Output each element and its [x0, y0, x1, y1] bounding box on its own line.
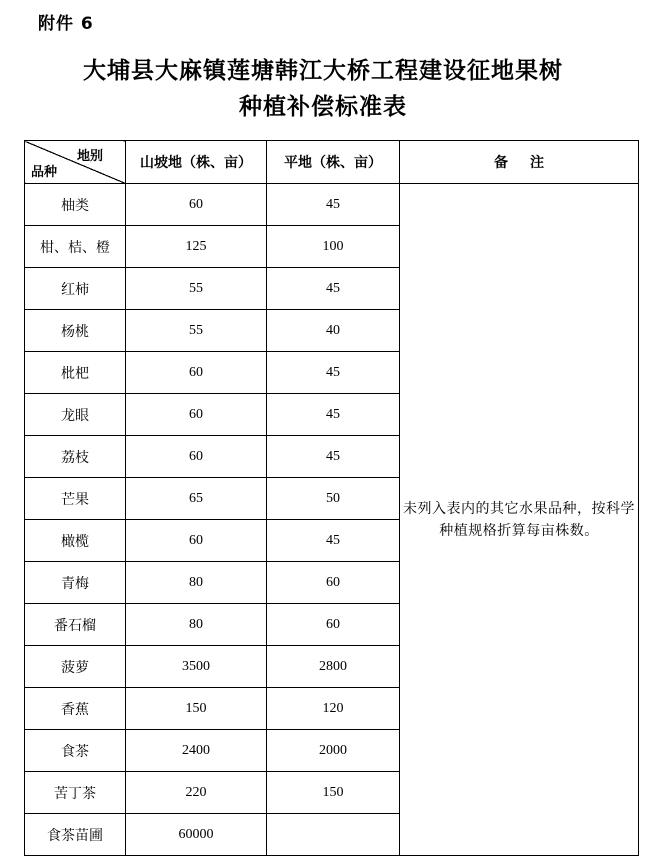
flat-value-cell: 45 — [267, 184, 400, 226]
variety-cell: 苦丁茶 — [25, 772, 126, 814]
flat-value-cell: 40 — [267, 310, 400, 352]
land-type-header: 地别 — [76, 149, 103, 164]
mountain-value-cell: 55 — [126, 310, 267, 352]
variety-cell: 红柿 — [25, 268, 126, 310]
mountain-value-cell: 220 — [126, 772, 267, 814]
flat-value-cell: 60 — [267, 604, 400, 646]
document-title-line-2: 种植补偿标准表 — [239, 94, 407, 120]
flat-value-cell: 2800 — [267, 646, 400, 688]
mountain-value-cell: 125 — [126, 226, 267, 268]
mountain-value-cell: 65 — [126, 478, 267, 520]
mountain-value-cell: 3500 — [126, 646, 267, 688]
flat-value-cell: 45 — [267, 520, 400, 562]
variety-cell: 菠萝 — [25, 646, 126, 688]
diagonal-header-cell — [25, 141, 126, 184]
flat-value-cell: 150 — [267, 772, 400, 814]
mountain-land-header: 山坡地（株、亩） — [126, 141, 267, 184]
variety-cell: 香蕉 — [25, 688, 126, 730]
flat-value-cell: 100 — [267, 226, 400, 268]
table-row — [25, 184, 639, 226]
variety-cell: 柚类 — [25, 184, 126, 226]
flat-value-cell: 60 — [267, 562, 400, 604]
mountain-value-cell: 60 — [126, 520, 267, 562]
variety-cell: 柑、桔、橙 — [25, 226, 126, 268]
mountain-value-cell: 150 — [126, 688, 267, 730]
flat-value-cell: 50 — [267, 478, 400, 520]
variety-cell: 龙眼 — [25, 394, 126, 436]
mountain-value-cell: 55 — [126, 268, 267, 310]
variety-cell: 荔枝 — [25, 436, 126, 478]
mountain-value-cell: 2400 — [126, 730, 267, 772]
attachment-label: 附件 6 — [38, 14, 94, 34]
flat-value-cell: 45 — [267, 268, 400, 310]
flat-value-cell: 45 — [267, 352, 400, 394]
variety-cell: 枇杷 — [25, 352, 126, 394]
document-title-line-1: 大埔县大麻镇莲塘韩江大桥工程建设征地果树 — [83, 58, 563, 84]
flat-value-cell — [267, 814, 400, 856]
variety-cell: 食茶苗圃 — [25, 814, 126, 856]
mountain-value-cell: 60 — [126, 184, 267, 226]
variety-header: 品种 — [31, 165, 58, 180]
remark-cell: 未列入表内的其它水果品种，按科学种植规格折算每亩株数。 — [400, 184, 639, 856]
compensation-table — [24, 140, 639, 856]
remark-header-label: 备注 — [494, 155, 566, 171]
variety-cell: 杨桃 — [25, 310, 126, 352]
variety-cell: 食茶 — [25, 730, 126, 772]
mountain-value-cell: 80 — [126, 604, 267, 646]
mountain-value-cell: 80 — [126, 562, 267, 604]
mountain-value-cell: 60000 — [126, 814, 267, 856]
flat-value-cell: 2000 — [267, 730, 400, 772]
flat-land-header: 平地（株、亩） — [267, 141, 400, 184]
flat-value-cell: 45 — [267, 436, 400, 478]
flat-value-cell: 45 — [267, 394, 400, 436]
variety-cell: 芒果 — [25, 478, 126, 520]
remark-header — [400, 141, 639, 184]
table-header-row — [25, 141, 639, 184]
mountain-value-cell: 60 — [126, 352, 267, 394]
flat-value-cell: 120 — [267, 688, 400, 730]
mountain-value-cell: 60 — [126, 394, 267, 436]
variety-cell: 青梅 — [25, 562, 126, 604]
mountain-value-cell: 60 — [126, 436, 267, 478]
variety-cell: 番石榴 — [25, 604, 126, 646]
variety-cell: 橄榄 — [25, 520, 126, 562]
